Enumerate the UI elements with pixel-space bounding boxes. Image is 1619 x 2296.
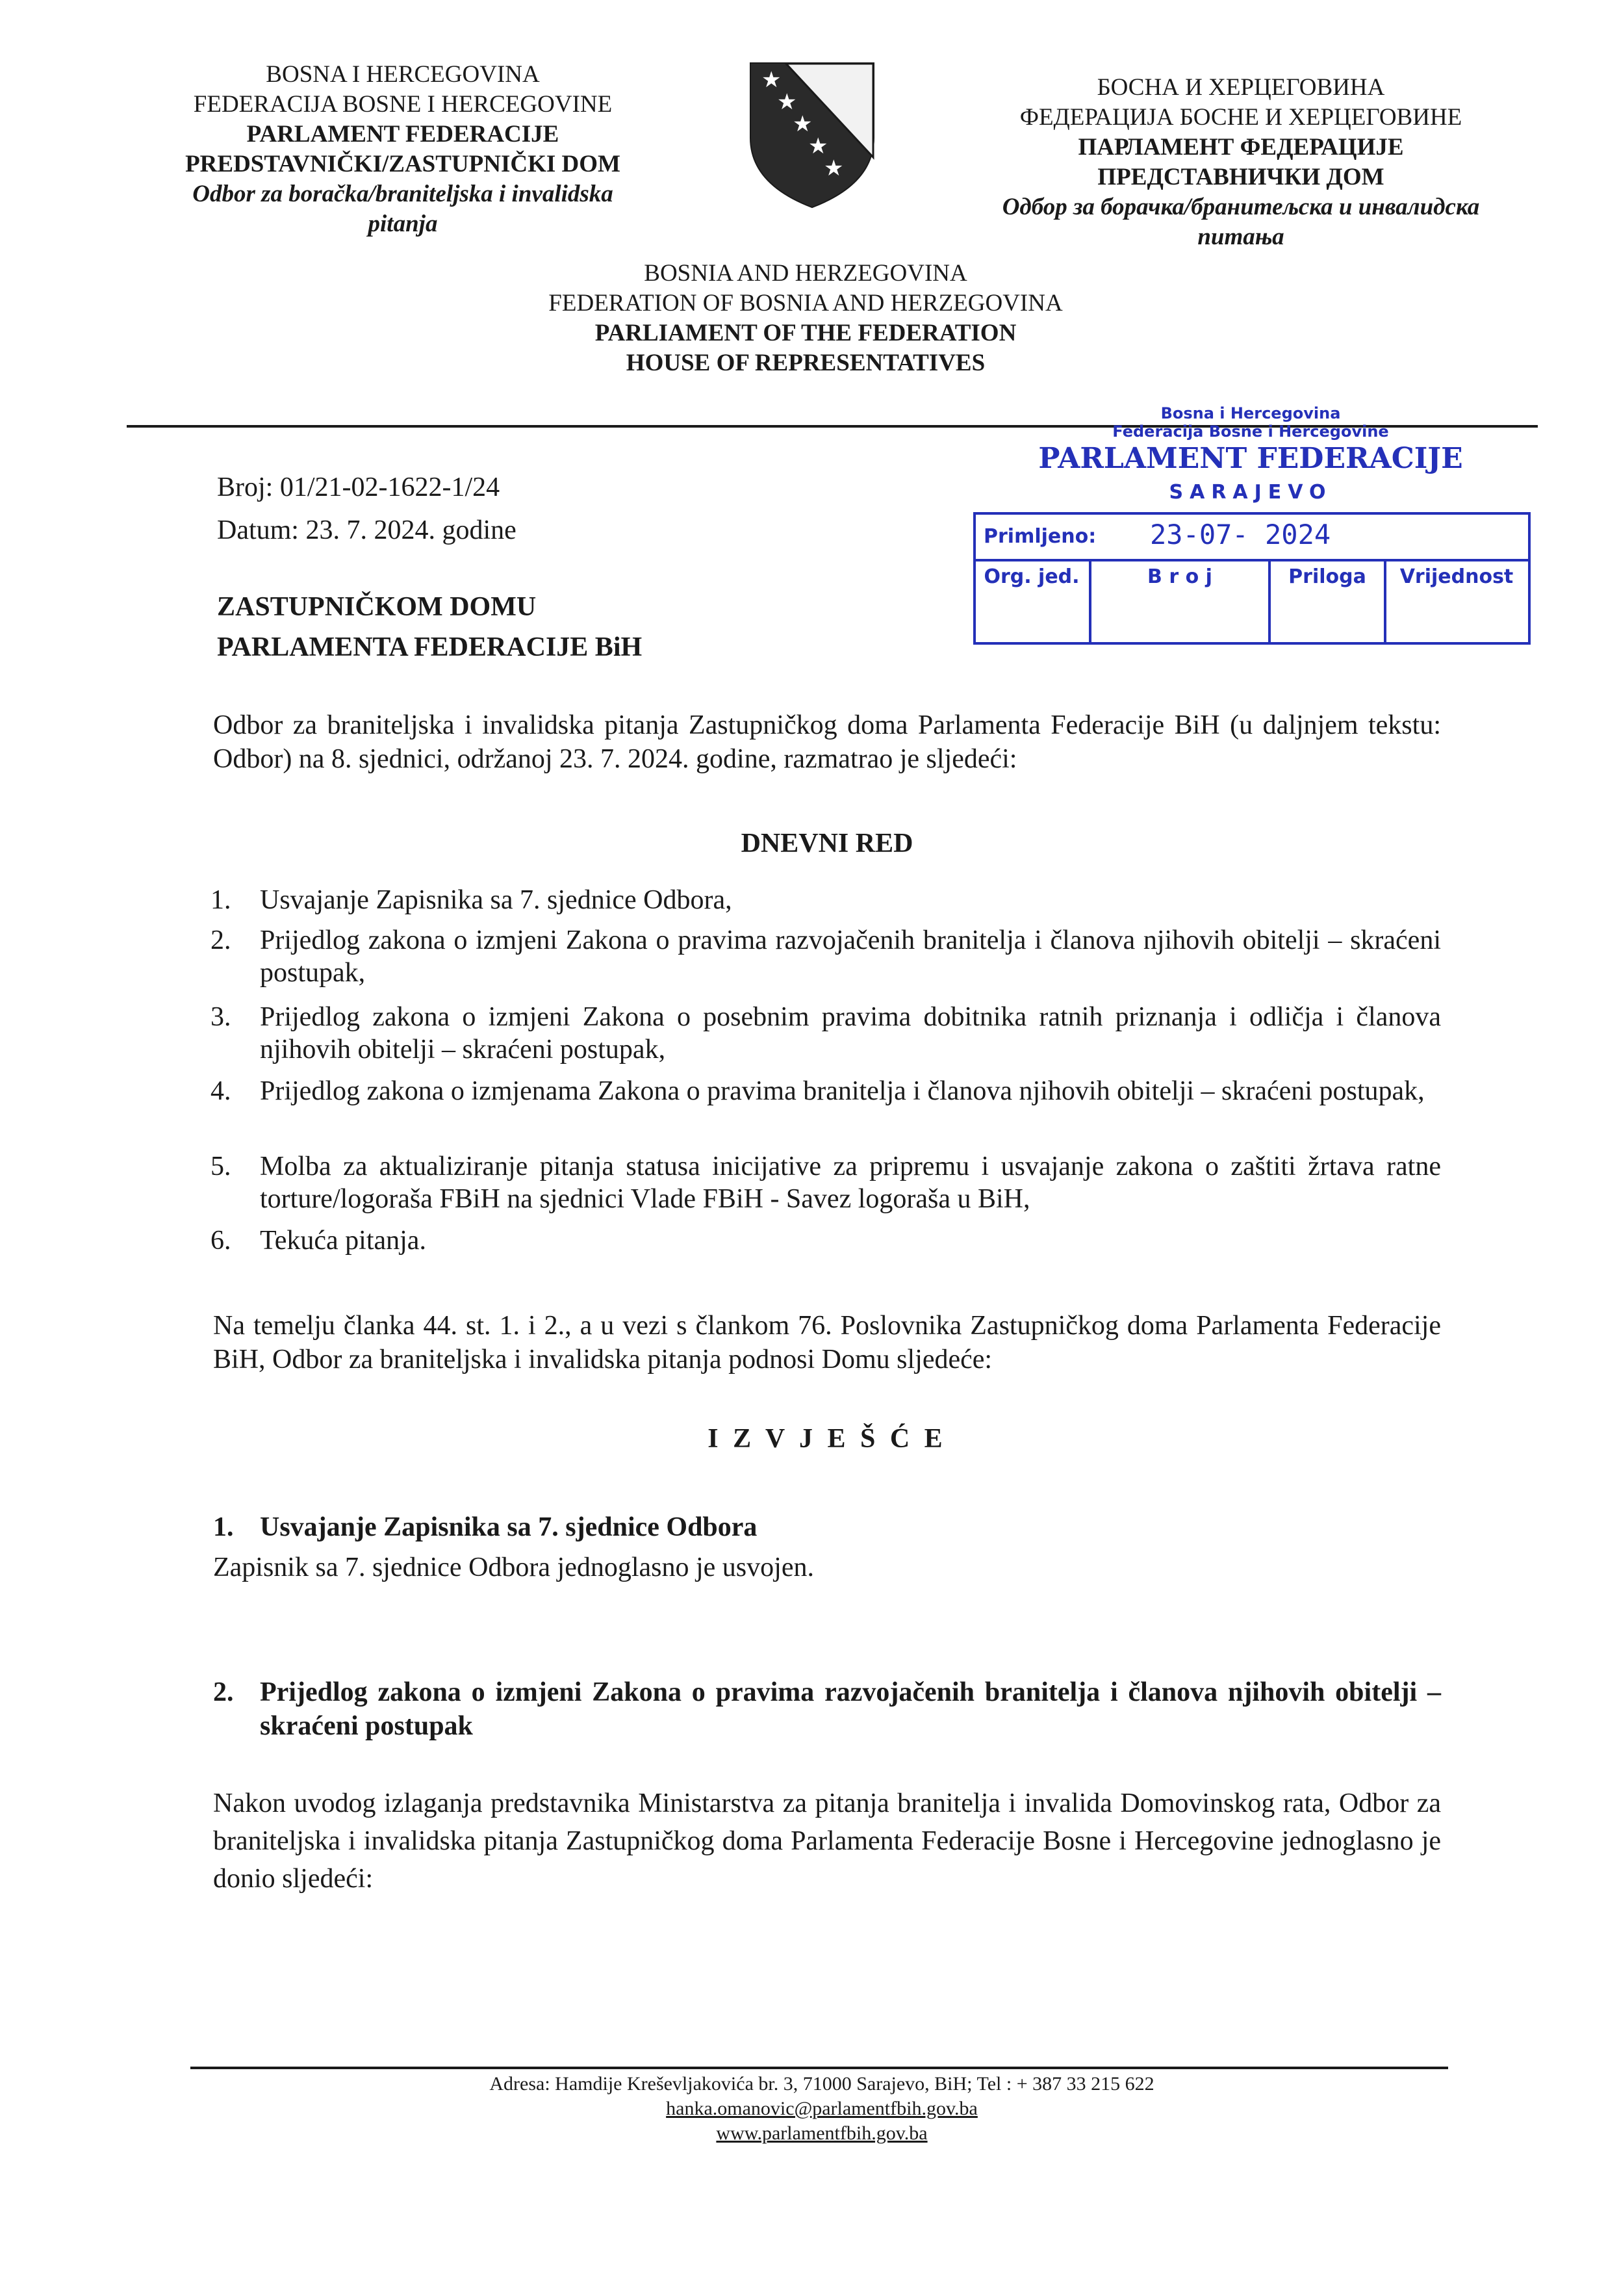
header-center-line-3: PARLIAMENT OF THE FEDERATION [594,320,1017,346]
agenda-item-number: 2. [210,925,231,955]
header-left-line-5: Odbor za boračka/braniteljska i invalidska [192,181,613,207]
header-center-line-4: HOUSE OF REPRESENTATIVES [626,350,986,376]
header-right-line-4: ПРЕДСТАВНИЧКИ ДОМ [1097,164,1384,190]
agenda-item [210,924,1441,989]
legal-basis-paragraph: Na temelju članka 44. st. 1. i 2., a u vezi s člankom 76. Poslovnika Zastupničkog doma Parlamenta Federacije BiH, Odbor za braniteljska i invalidska pitanja podnosi Domu sljedeće: [213,1311,1441,1374]
agenda-item-text: Prijedlog zakona o izmjeni Zakona o posebnim pravima dobitnika ratnih priznanja i odličja i članova njihovih obitelji – skraćeni postupak, [260,1002,1441,1064]
stamp-row-divider [973,559,1531,561]
header-left-line-1: BOSNA I HERCEGOVINA [266,61,540,88]
header-center-line-1: BOSNIA AND HERZEGOVINA [644,260,967,287]
agenda-item [210,1001,1441,1066]
agenda-item-text: Usvajanje Zapisnika sa 7. sjednice Odbora, [260,885,732,915]
header-left-line-3: PARLAMENT FEDERACIJE [246,121,559,148]
footer-web-link[interactable]: www.parlamentfbih.gov.ba [716,2122,928,2144]
stamp-line-4: SARAJEVO [1169,481,1332,504]
header-right-line-6: питања [1197,224,1284,250]
stamp-received-label: Primljeno: [984,525,1097,548]
header-right-line-5: Одбор за борачка/бранитељска и инвалидска [1002,194,1480,220]
recipient-line-2: PARLAMENTA FEDERACIJE BiH [217,632,643,662]
svg-text:★: ★ [824,155,844,181]
header-left-line-6: pitanja [368,211,438,237]
section-2-text: Nakon uvodog izlaganja predstavnika Ministarstva za pitanja branitelja i invalida Domovinskog rata, Odbor za braniteljska i invalidska pitanja Zastupničkog doma Parlamenta Federacije Bosne i Hercegovine jednoglasno je donio sljedeći: [213,1788,1441,1894]
section-1-number: 1. [213,1512,234,1542]
agenda-item-text: Tekuća pitanja. [260,1226,426,1256]
header-right-line-3: ПАРЛАМЕНТ ФЕДЕРАЦИЈЕ [1078,134,1404,161]
agenda-item-text: Molba za aktualiziranje pitanja statusa inicijative za pripremu i usvajanje zakona o zaštiti žrtava ratne torture/logoraša FBiH na sjednici Vlade FBiH - Savez logoraša u BiH, [260,1152,1441,1214]
agenda-item-number: 1. [210,885,231,915]
header-right [962,73,1520,252]
report-title: I Z V J E Š Ć E [708,1424,947,1454]
section-1-text: Zapisnik sa 7. sjednice Odbora jednoglasno je usvojen. [213,1553,814,1582]
section-2-title: Prijedlog zakona o izmjeni Zakona o pravima razvojačenih branitelja i članova njihovih obitelji – skraćeni postupak [260,1677,1441,1741]
footer-divider [190,2067,1448,2069]
svg-text:★: ★ [793,111,813,137]
section-1-title: Usvajanje Zapisnika sa 7. sjednice Odbora [260,1512,758,1542]
document-date: Datum: 23. 7. 2024. godine [217,515,516,545]
agenda-item [210,1075,1441,1107]
header-right-line-1: БОСНА И ХЕРЦЕГОВИНА [1097,74,1385,101]
stamp-col-org: Org. jed. [984,565,1080,588]
agenda-item-number: 6. [210,1226,231,1256]
svg-text:★: ★ [808,133,828,159]
stamp-line-3: PARLAMENT FEDERACIJE [1038,442,1463,475]
header-left [123,60,682,239]
intro-paragraph: Odbor za braniteljska i invalidska pitanja Zastupničkog doma Parlamenta Federacije BiH (u daljnjem tekstu: Odbor) na 8. sjednici, održanoj 23. 7. 2024. godine, razmatrao je sljedeći: [213,710,1441,774]
svg-text:★: ★ [777,89,797,115]
header-right-line-2: ФЕДЕРАЦИЈА БОСНЕ И ХЕРЦЕГОВИНЕ [1019,104,1462,131]
coat-of-arms-icon [747,60,877,211]
footer-address: Adresa: Hamdije Kreševljakovića br. 3, 71000 Sarajevo, BiH; Tel : + 387 33 215 622 [489,2073,1154,2095]
stamp-line-1: Bosna i Hercegovina [1160,404,1341,422]
agenda-item-text: Prijedlog zakona o izmjenama Zakona o pravima branitelja i članova njihovih obitelji – skraćeni postupak, [260,1076,1425,1106]
agenda-item [210,1224,1441,1257]
footer-email-link[interactable]: hanka.omanovic@parlamentfbih.gov.ba [666,2098,978,2119]
stamp-col-vrijednost: Vrijednost [1399,565,1514,588]
header-center [494,259,1117,378]
header-left-line-4: PREDSTAVNIČKI/ZASTUPNIČKI DOM [185,151,620,177]
received-stamp [968,404,1533,677]
stamp-col-broj: B r o j [1147,565,1212,588]
agenda-item-number: 4. [210,1076,231,1106]
agenda-item [210,1150,1441,1215]
header-center-line-2: FEDERATION OF BOSNIA AND HERZEGOVINA [548,290,1063,316]
svg-text:★: ★ [761,67,782,93]
recipient-line-1: ZASTUPNIČKOM DOMU [217,592,537,622]
footer [195,2072,1449,2146]
agenda-item-text: Prijedlog zakona o izmjeni Zakona o pravima razvojačenih branitelja i članova njihovih obitelji – skraćeni postupak, [260,925,1441,988]
agenda-item-number: 5. [210,1152,231,1181]
stamp-line-2: Federacija Bosne i Hercegovine [1112,422,1389,441]
document-number: Broj: 01/21-02-1622-1/24 [217,472,500,502]
header-left-line-2: FEDERACIJA BOSNE I HERCEGOVINE [193,91,613,118]
agenda-item [210,884,1441,916]
section-2-number: 2. [213,1677,234,1707]
agenda-title: DNEVNI RED [741,829,913,858]
stamp-col-priloga: Priloga [1288,565,1366,588]
stamp-received-date: 23-07- 2024 [1150,519,1331,550]
agenda-item-number: 3. [210,1002,231,1032]
